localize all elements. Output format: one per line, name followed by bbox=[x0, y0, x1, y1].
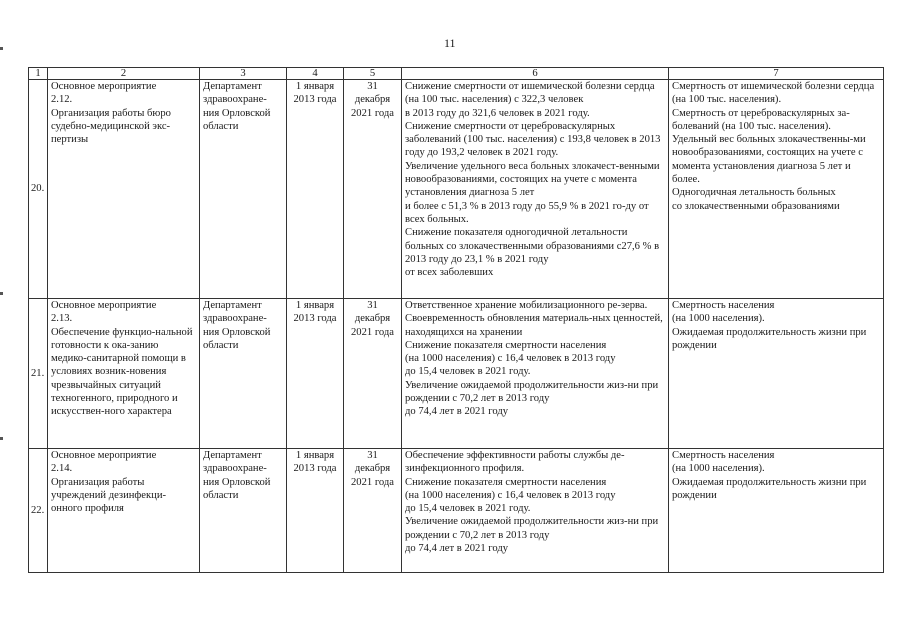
executor-cell: Департамент здравоохране-ния Орловской области bbox=[200, 80, 287, 299]
indicators-cell: Смертность населения (на 1000 населения). Ожидаемая продолжительность жизни при рождении bbox=[669, 449, 884, 573]
start-date-cell: 1 января 2013 года bbox=[287, 449, 344, 573]
measure-cell: Основное мероприятие 2.13. Обеспечение функцио-нальной готовности к ока-занию медико-санитарной помощи в условиях возник-новения чрезвычайных ситуаций техногенного, природного и искусствен-ного характера bbox=[48, 299, 200, 449]
expected-result-cell: Ответственное хранение мобилизационного ре-зерва. Своевременность обновления материаль-ных ценностей, находящихся на хранении Снижение показателя смертности населения (на 1000 населения) с 16,4 человек в 2013 году до 15,4 человек в 2021 году. Увеличение ожидаемой продолжительности жиз-ни при рождении с 70,2 лет в 2013 году до 74,4 лет в 2021 году bbox=[402, 299, 669, 449]
indicators-cell: Смертность от ишемической болезни сердца (на 100 тыс. населения). Смертность от цереброваскулярных за-болеваний (на 100 тыс. населения). Удельный вес больных злокачественны-ми новообразованиями, состоящих на учете с момента установления диагноза 5 лет и более. Одногодичная летальность больных со злокачественными образованиями bbox=[669, 80, 884, 299]
table-row bbox=[29, 299, 884, 449]
header-cell-5: 5 bbox=[344, 68, 402, 80]
page-number: 11 bbox=[444, 36, 456, 50]
expected-result-cell: Снижение смертности от ишемической болезни сердца (на 100 тыс. населения) с 322,3 человек в 2013 году до 321,6 человек в 2021 году. Снижение смертности от цереброваскулярных заболеваний (100 тыс. населения) с 193,8 человек в 2013 году до 193,2 человек в 2021 году. Увеличение удельного веса больных злокачест-венными новообразованиями, состоящих на учете с момента установления диагноза 5 лет и более с 51,3 % в 2013 году до 55,9 % в 2021 го-ду от всех больных. Снижение показателя одногодичной летальности больных со злокачественными образованиями с27,6 % в 2013 году до 23,1 % в 2021 году от всех заболевших bbox=[402, 80, 669, 299]
row-number: 21. bbox=[29, 299, 48, 449]
table-row bbox=[29, 449, 884, 573]
header-cell-2: 2 bbox=[48, 68, 200, 80]
start-date-cell: 1 января 2013 года bbox=[287, 80, 344, 299]
executor-cell: Департамент здравоохране-ния Орловской области bbox=[200, 299, 287, 449]
end-date-cell: 31 декабря 2021 года bbox=[344, 449, 402, 573]
activities-table bbox=[28, 67, 884, 573]
table-row bbox=[29, 80, 884, 299]
row-number: 22. bbox=[29, 449, 48, 573]
scan-mark bbox=[0, 47, 3, 50]
executor-cell: Департамент здравоохране-ния Орловской области bbox=[200, 449, 287, 573]
start-date-cell: 1 января 2013 года bbox=[287, 299, 344, 449]
expected-result-cell: Обеспечение эффективности работы службы де-зинфекционного профиля. Снижение показателя смертности населения (на 1000 населения) с 16,4 человек в 2013 году до 15,4 человек в 2021 году. Увеличение ожидаемой продолжительности жиз-ни при рождении с 70,2 лет в 2013 году до 74,4 лет в 2021 году bbox=[402, 449, 669, 573]
header-cell-6: 6 bbox=[402, 68, 669, 80]
scan-mark bbox=[0, 437, 3, 440]
measure-cell: Основное мероприятие 2.14. Организация работы учреждений дезинфекци-онного профиля bbox=[48, 449, 200, 573]
header-cell-3: 3 bbox=[200, 68, 287, 80]
end-date-cell: 31 декабря 2021 года bbox=[344, 299, 402, 449]
header-row bbox=[29, 68, 884, 80]
indicators-cell: Смертность населения (на 1000 населения). Ожидаемая продолжительность жизни при рождении bbox=[669, 299, 884, 449]
header-cell-4: 4 bbox=[287, 68, 344, 80]
end-date-cell: 31 декабря 2021 года bbox=[344, 80, 402, 299]
header-cell-7: 7 bbox=[669, 68, 884, 80]
row-number: 20. bbox=[29, 80, 48, 299]
scan-mark bbox=[0, 292, 3, 295]
measure-cell: Основное мероприятие 2.12. Организация работы бюро судебно-медицинской экс-пертизы bbox=[48, 80, 200, 299]
header-cell-1: 1 bbox=[29, 68, 48, 80]
